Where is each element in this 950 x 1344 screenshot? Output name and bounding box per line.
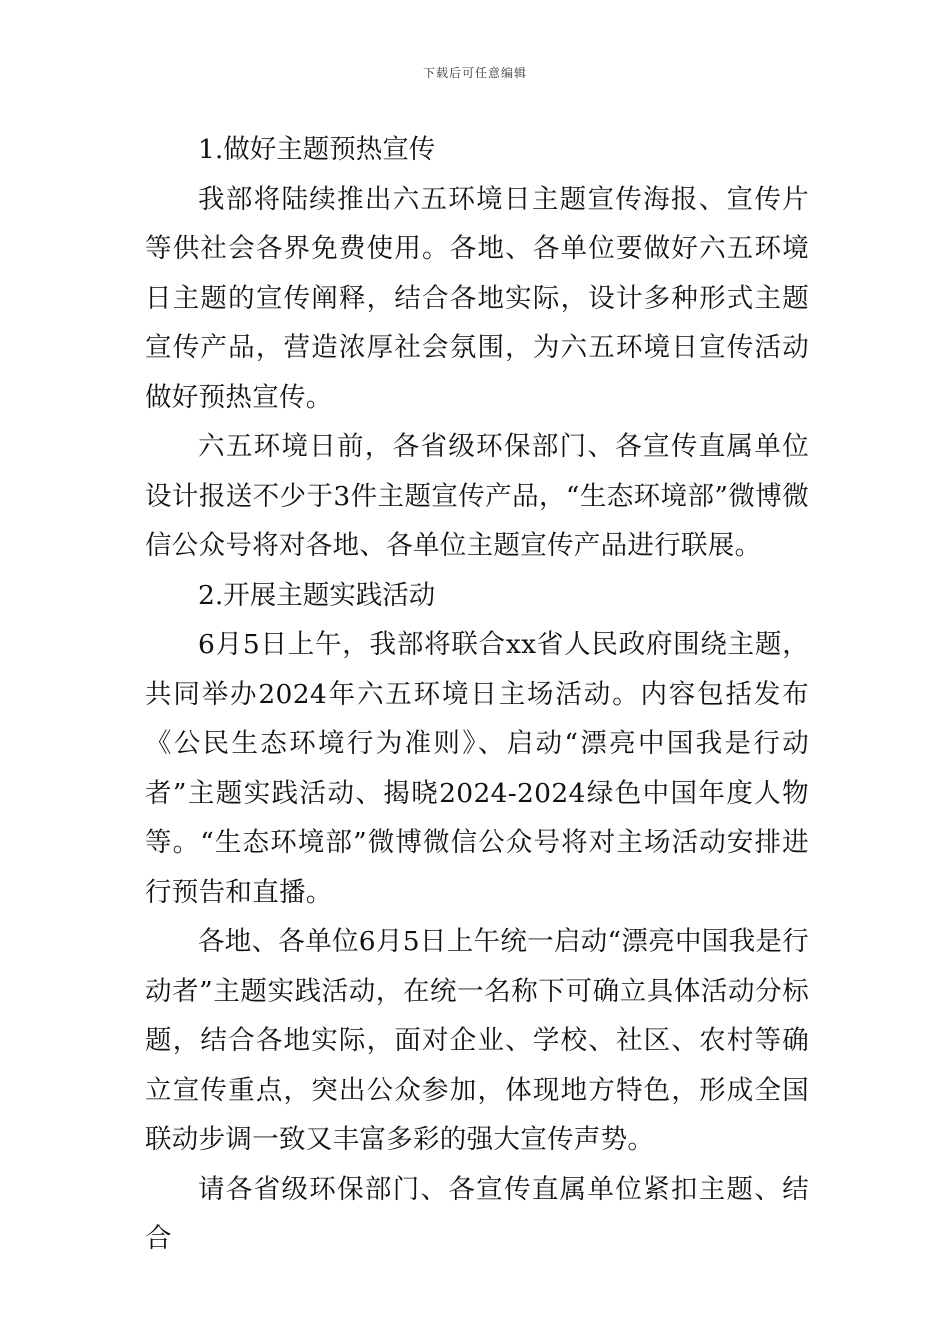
paragraph-5: 请各省级环保部门、各宣传直属单位紧扣主题、结合 <box>145 1173 809 1254</box>
paragraph-1: 我部将陆续推出六五环境日主题宣传海报、宣传片等供社会各界免费使用。各地、各单位要做好六五环境日主题的宣传阐释，结合各地实际，设计多种形式主题宣传产品，营造浓厚社会氛围，为六五环境日宣传活动做好预热宣传。 <box>145 183 809 413</box>
section-heading-2: 2.开展主题实践活动 <box>198 579 436 611</box>
document-body <box>145 125 809 1264</box>
page-header-note: 下载后可任意编辑 <box>422 66 527 80</box>
section-heading-1: 1.做好主题预热宣传 <box>198 134 436 165</box>
paragraph-4: 各地、各单位6月5日上午统一启动“漂亮中国我是行动者”主题实践活动，在统一名称下可确立具体活动分标题，结合各地实际，面对企业、学校、社区、农村等确立宣传重点，突出公众参加，体现地方特色，形成全国联动步调一致又丰富多彩的强大宣传声势。 <box>145 926 810 1155</box>
paragraph-2: 六五环境日前，各省级环保部门、各宣传直属单位设计报送不少于3件主题宣传产品，“生态环境部”微博微信公众号将对各地、各单位主题宣传产品进行联展。 <box>145 431 809 561</box>
paragraph-3: 6月5日上午，我部将联合xx省人民政府围绕主题，共同举办2024年六五环境日主场活动。内容包括发布《公民生态环境行为准则》、启动“漂亮中国我是行动者”主题实践活动、揭晓2024-2024绿色中国年度人物等。“生态环境部”微博微信公众号将对主场活动安排进行预告和直播。 <box>145 629 809 908</box>
